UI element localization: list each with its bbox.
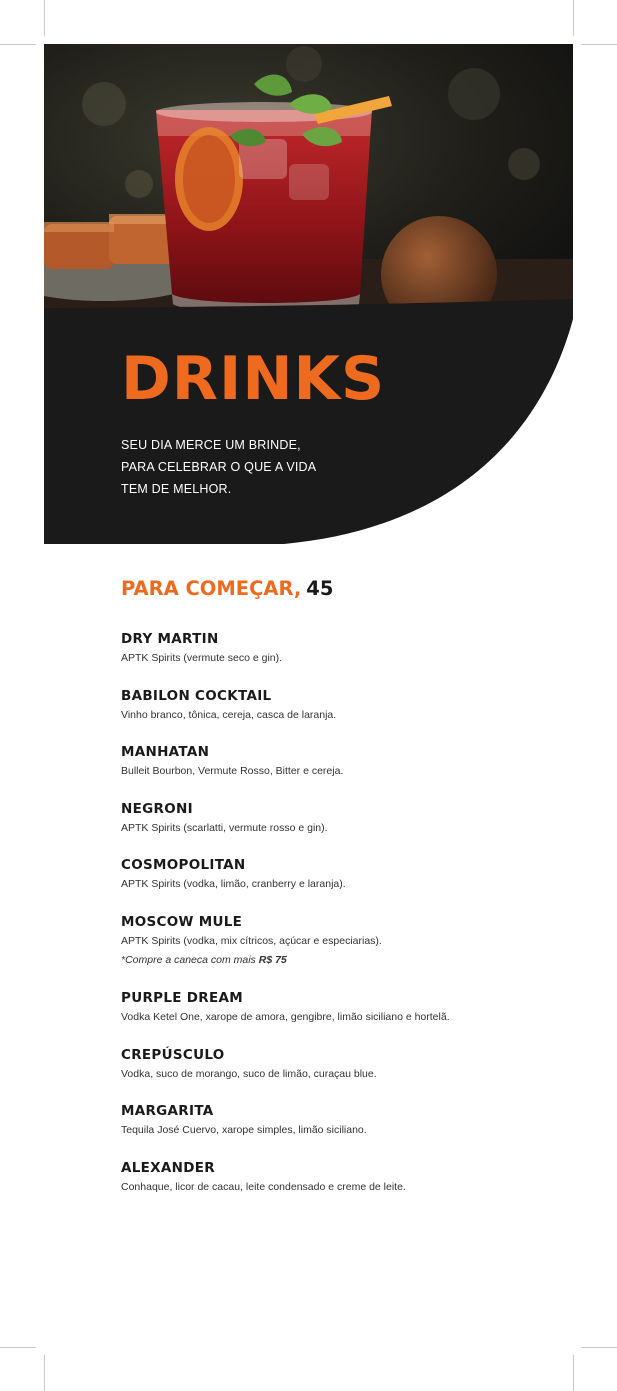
item-description: APTK Spirits (scarlatti, vermute rosso e gin). [121,821,328,834]
menu-item [121,629,561,686]
item-name: MANHATAN [121,744,210,761]
tagline-line: SEU DIA MERCE UM BRINDE, [121,438,301,452]
item-description: Tequila José Cuervo, xarope simples, limão siciliano. [121,1124,367,1137]
cocktail-photo [44,44,573,332]
menu-item [121,1101,561,1158]
item-name: MARGARITA [121,1103,214,1120]
tagline-line: TEM DE MELHOR. [121,482,232,496]
item-name: NEGRONI [121,800,193,817]
item-description: Conhaque, licor de cacau, leite condensado e creme de leite. [121,1180,406,1193]
item-description: Vodka, suco de morango, suco de limão, curaçau blue. [121,1067,377,1080]
item-description: APTK Spirits (vodka, mix cítricos, açúcar e especiarias). [121,934,382,947]
menu-item [121,686,561,743]
section-title [121,575,333,603]
item-description: Vodka Ketel One, xarope de amora, gengibre, limão siciliano e hortelã. [121,1010,450,1023]
menu-item [121,988,561,1045]
crop-mark [581,44,617,45]
menu-item [121,1158,561,1215]
hero-tagline [121,434,381,500]
item-description: Bulleit Bourbon, Vermute Rosso, Bitter e cereja. [121,765,344,778]
item-name: DRY MARTIN [121,631,219,647]
item-description: Vinho branco, tônica, cereja, casca de laranja. [121,708,337,721]
item-note [121,951,561,970]
menu-item [121,742,561,799]
item-name: ALEXANDER [121,1159,215,1176]
item-name: BABILON COCKTAIL [121,687,272,704]
crop-mark [573,0,574,36]
crop-mark [0,1347,36,1348]
item-name: MOSCOW MULE [121,913,243,930]
crop-mark [0,44,36,45]
menu-item [121,855,561,912]
item-name: CREPÚSCULO [121,1046,225,1063]
item-description: APTK Spirits (vermute seco e gin). [121,652,283,664]
item-name: COSMOPOLITAN [121,857,246,874]
note-price: R$ 75 [258,953,287,966]
tagline-line: PARA CELEBRAR O QUE A VIDA [121,460,317,474]
section-label: PARA COMEÇAR, [121,577,302,600]
menu-item [121,912,561,988]
item-name: PURPLE DREAM [121,989,243,1006]
drinks-menu [121,629,561,1214]
menu-item [121,799,561,856]
crop-mark [44,1355,45,1391]
page-title: DRINKS [121,344,386,414]
crop-mark [581,1347,617,1348]
section-price: 45 [306,577,334,600]
item-description: APTK Spirits (vodka, limão, cranberry e laranja). [121,878,346,891]
crop-mark [44,0,45,36]
note-text: *Compre a caneca com mais [121,953,256,966]
crop-mark [573,1355,574,1391]
menu-item [121,1045,561,1102]
